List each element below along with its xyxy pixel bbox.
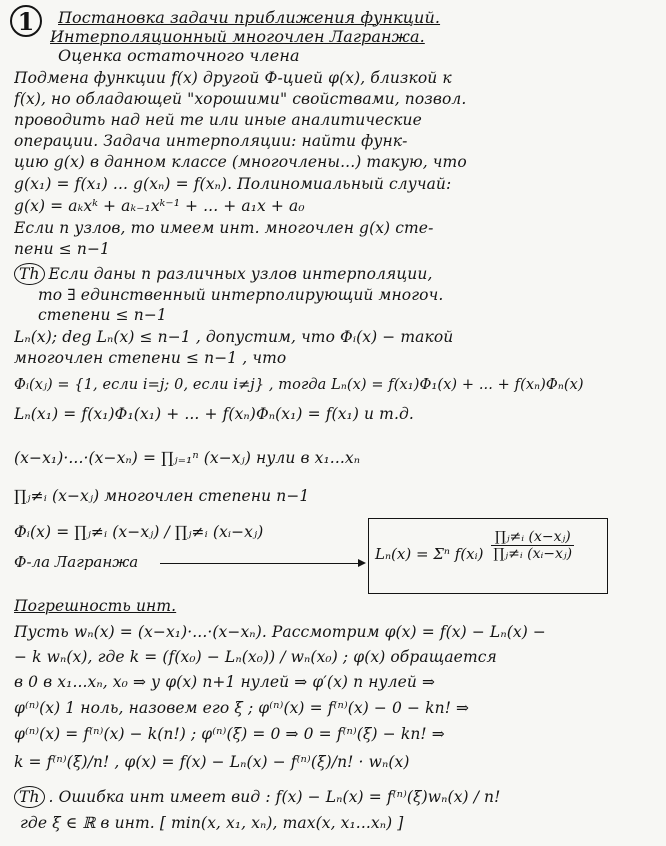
lagrange-formula: Lₙ(x) = Σⁿ f(xᵢ) $\frac{\text{∏ⱼ≠ᵢ (x−xⱼ)}}{\text{∏ⱼ≠ᵢ (xᵢ−xⱼ)}}$ (375, 528, 573, 563)
theorem-1-line: Lₙ(x); deg Lₙ(x) ≤ n−1 , допустим, что Φᵢ(x) − такой (14, 328, 454, 346)
intro-line: пени ≤ n−1 (14, 240, 111, 258)
theorem-2-line: Th . Ошибка инт имеет вид : f(x) − Lₙ(x) = f⁽ⁿ⁾(ξ)wₙ(x) / n! (14, 786, 658, 808)
intro-line: Подмена функции f(x) другой Ф-цией φ(x), близкой к (14, 69, 452, 87)
arrow-to-formula (160, 563, 364, 564)
intro-line: цию g(x) в данном классе (многочлены...) такую, что (14, 153, 467, 171)
theorem-2-line: где ξ ∈ ℝ в инт. [ min(x, x₁, xₙ), max(x, x₁...xₙ) ] (20, 814, 404, 832)
theorem-marker: Th (14, 263, 45, 285)
theorem-1-line: Φᵢ(x) = ∏ⱼ≠ᵢ (x−xⱼ) / ∏ⱼ≠ᵢ (xᵢ−xⱼ) (14, 523, 264, 541)
theorem-1-line: Φᵢ(xⱼ) = {1, если i=j; 0, если i≠j} , тогда Lₙ(x) = f(x₁)Φ₁(x) + ... + f(xₙ)Φₙ(x) (14, 377, 584, 393)
error-line: − k wₙ(x), где k = (f(x₀) − Lₙ(x₀)) / wₙ(x₀) ; φ(x) обращается (14, 648, 497, 666)
lagrange-formula-box (368, 518, 608, 594)
theorem-marker: Th (14, 786, 45, 808)
title-line-2: Интерполяционный многочлен Лагранжа. (50, 27, 425, 46)
error-line: k = f⁽ⁿ⁾(ξ)/n! , φ(x) = f(x) − Lₙ(x) − f⁽ⁿ⁾(ξ)/n! · wₙ(x) (14, 753, 410, 771)
error-line: Пусть wₙ(x) = (x−x₁)·...·(x−xₙ). Рассмотрим φ(x) = f(x) − Lₙ(x) − (14, 623, 546, 641)
theorem-1-line: то ∃ единственный интерполирующий многоч. (38, 286, 444, 304)
intro-line: операции. Задача интерполяции: найти функ- (14, 132, 408, 150)
theorem-1-line: ∏ⱼ≠ᵢ (x−xⱼ) многочлен степени n−1 (14, 487, 310, 505)
formula-denominator: ∏ⱼ≠ᵢ (xᵢ−xⱼ) (493, 545, 573, 562)
theorem-1-line: Th Если даны n различных узлов интерполяции, (14, 263, 658, 285)
theorem-1-line: (x−x₁)·...·(x−xₙ) = ∏ⱼ₌₁ⁿ (x−xⱼ) нули в x₁...xₙ (14, 449, 361, 467)
title-line-3: Оценка остаточного члена (58, 46, 300, 65)
error-line: φ⁽ⁿ⁾(x) 1 ноль, назовем его ξ ; φ⁽ⁿ⁾(x) = f⁽ⁿ⁾(x) − 0 − kn! ⇒ (14, 699, 470, 717)
error-heading: Погрешность инт. (14, 597, 177, 615)
theorem-1-line: степени ≤ n−1 (38, 306, 167, 324)
intro-formula: g(x) = aₖxᵏ + aₖ₋₁xᵏ⁻¹ + ... + a₁x + a₀ (14, 197, 305, 215)
title-line-1: Постановка задачи приближения функций. (58, 8, 441, 27)
intro-line: проводить над ней те или иные аналитические (14, 111, 422, 129)
section-number-badge: 1 (10, 5, 42, 37)
intro-line: Если n узлов, то имеем инт. многочлен g(x) сте- (14, 219, 434, 237)
intro-line: f(x), но обладающей "хорошими" свойствами, позвол. (14, 90, 467, 108)
error-line: φ⁽ⁿ⁾(x) = f⁽ⁿ⁾(x) − k(n!) ; φ⁽ⁿ⁾(ξ) = 0 ⇒ 0 = f⁽ⁿ⁾(ξ) − kn! ⇒ (14, 725, 445, 743)
intro-line: g(x₁) = f(x₁) ... g(xₙ) = f(xₙ). Полиномиальный случай: (14, 175, 452, 193)
theorem-1-line: многочлен степени ≤ n−1 , что (14, 349, 287, 367)
error-line: в 0 в x₁...xₙ, x₀ ⇒ у φ(x) n+1 нулей ⇒ φ′(x) n нулей ⇒ (14, 673, 436, 691)
lagrange-label: Ф-ла Лагранжа (14, 553, 139, 571)
formula-numerator: ∏ⱼ≠ᵢ (x−xⱼ) (491, 529, 574, 546)
theorem-1-line: Lₙ(x₁) = f(x₁)Φ₁(x₁) + ... + f(xₙ)Φₙ(x₁) = f(x₁) и т.д. (14, 405, 414, 423)
